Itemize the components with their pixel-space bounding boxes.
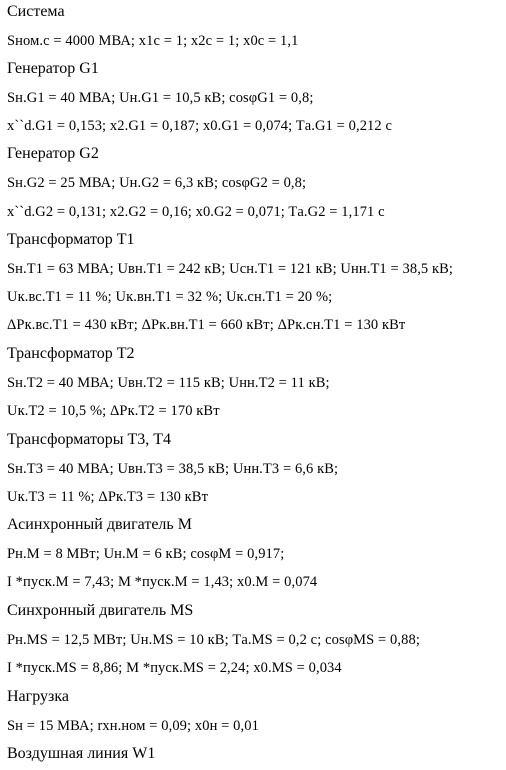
async-motor-line-1: Pн.М = 8 МВт; Uн.М = 6 кВ; cosφМ = 0,917; bbox=[7, 546, 285, 562]
transformer-t1-line-2: Uк.вс.Т1 = 11 %; Uк.вн.Т1 = 32 %; Uк.сн.Т1 = 20 %; bbox=[7, 289, 333, 305]
generator-g1-line-1: Sн.G1 = 40 МВА; Uн.G1 = 10,5 кВ; cosφG1 = 0,8; bbox=[7, 90, 314, 106]
section-heading-transformers-t3-t4: Трансформаторы Т3, Т4 bbox=[7, 431, 172, 448]
section-heading-transformer-t1: Трансформатор Т1 bbox=[7, 231, 135, 248]
sync-motor-line-1: Pн.MS = 12,5 МВт; Uн.MS = 10 кВ; Tа.MS = 0,2 с; cosφMS = 0,88; bbox=[7, 632, 420, 648]
section-heading-sync-motor: Синхронный двигатель MS bbox=[7, 602, 194, 619]
transformer-t2-line-1: Sн.Т2 = 40 МВА; Uвн.Т2 = 115 кВ; Uнн.Т2 = 11 кВ; bbox=[7, 375, 330, 391]
section-heading-generator-g1: Генератор G1 bbox=[7, 60, 99, 77]
generator-g1-line-2: x``d.G1 = 0,153; x2.G1 = 0,187; x0.G1 = 0,074; Tа.G1 = 0,212 с bbox=[7, 118, 393, 134]
transformer-t2-line-2: Uк.Т2 = 10,5 %; ΔPк.Т2 = 170 кВт bbox=[7, 403, 220, 419]
transformer-t3-line-2: Uк.Т3 = 11 %; ΔPк.Т3 = 130 кВт bbox=[7, 489, 209, 505]
section-heading-load: Нагрузка bbox=[7, 688, 69, 705]
async-motor-line-2: I *пуск.М = 7,43; M *пуск.М = 1,43; x0.М = 0,074 bbox=[7, 574, 318, 590]
system-parameters-line: Sном.с = 4000 МВА; x1с = 1; x2с = 1; x0с = 1,1 bbox=[7, 33, 299, 49]
section-heading-overhead-line-w1: Воздушная линия W1 bbox=[7, 745, 156, 762]
generator-g2-line-1: Sн.G2 = 25 МВА; Uн.G2 = 6,3 кВ; cosφG2 = 0,8; bbox=[7, 175, 307, 191]
load-parameters-line: Sн = 15 МВА; rхн.ном = 0,09; x0н = 0,01 bbox=[7, 718, 259, 734]
transformer-t1-line-1: Sн.Т1 = 63 МВА; Uвн.Т1 = 242 кВ; Uсн.Т1 = 121 кВ; Uнн.Т1 = 38,5 кВ; bbox=[7, 261, 454, 277]
section-heading-generator-g2: Генератор G2 bbox=[7, 145, 99, 162]
generator-g2-line-2: x``d.G2 = 0,131; x2.G2 = 0,16; x0.G2 = 0,071; Tа.G2 = 1,171 с bbox=[7, 204, 385, 220]
transformer-t3-line-1: Sн.Т3 = 40 МВА; Uвн.Т3 = 38,5 кВ; Uнн.Т3 = 6,6 кВ; bbox=[7, 461, 339, 477]
section-heading-transformer-t2: Трансформатор Т2 bbox=[7, 345, 135, 362]
sync-motor-line-2: I *пуск.MS = 8,86; M *пуск.MS = 2,24; x0.MS = 0,034 bbox=[7, 660, 342, 676]
section-heading-async-motor: Асинхронный двигатель М bbox=[7, 516, 192, 533]
section-heading-system: Система bbox=[7, 3, 65, 20]
transformer-t1-line-3: ΔPк.вс.Т1 = 430 кВт; ΔPк.вн.Т1 = 660 кВт; ΔPк.сн.Т1 = 130 кВт bbox=[7, 317, 406, 333]
